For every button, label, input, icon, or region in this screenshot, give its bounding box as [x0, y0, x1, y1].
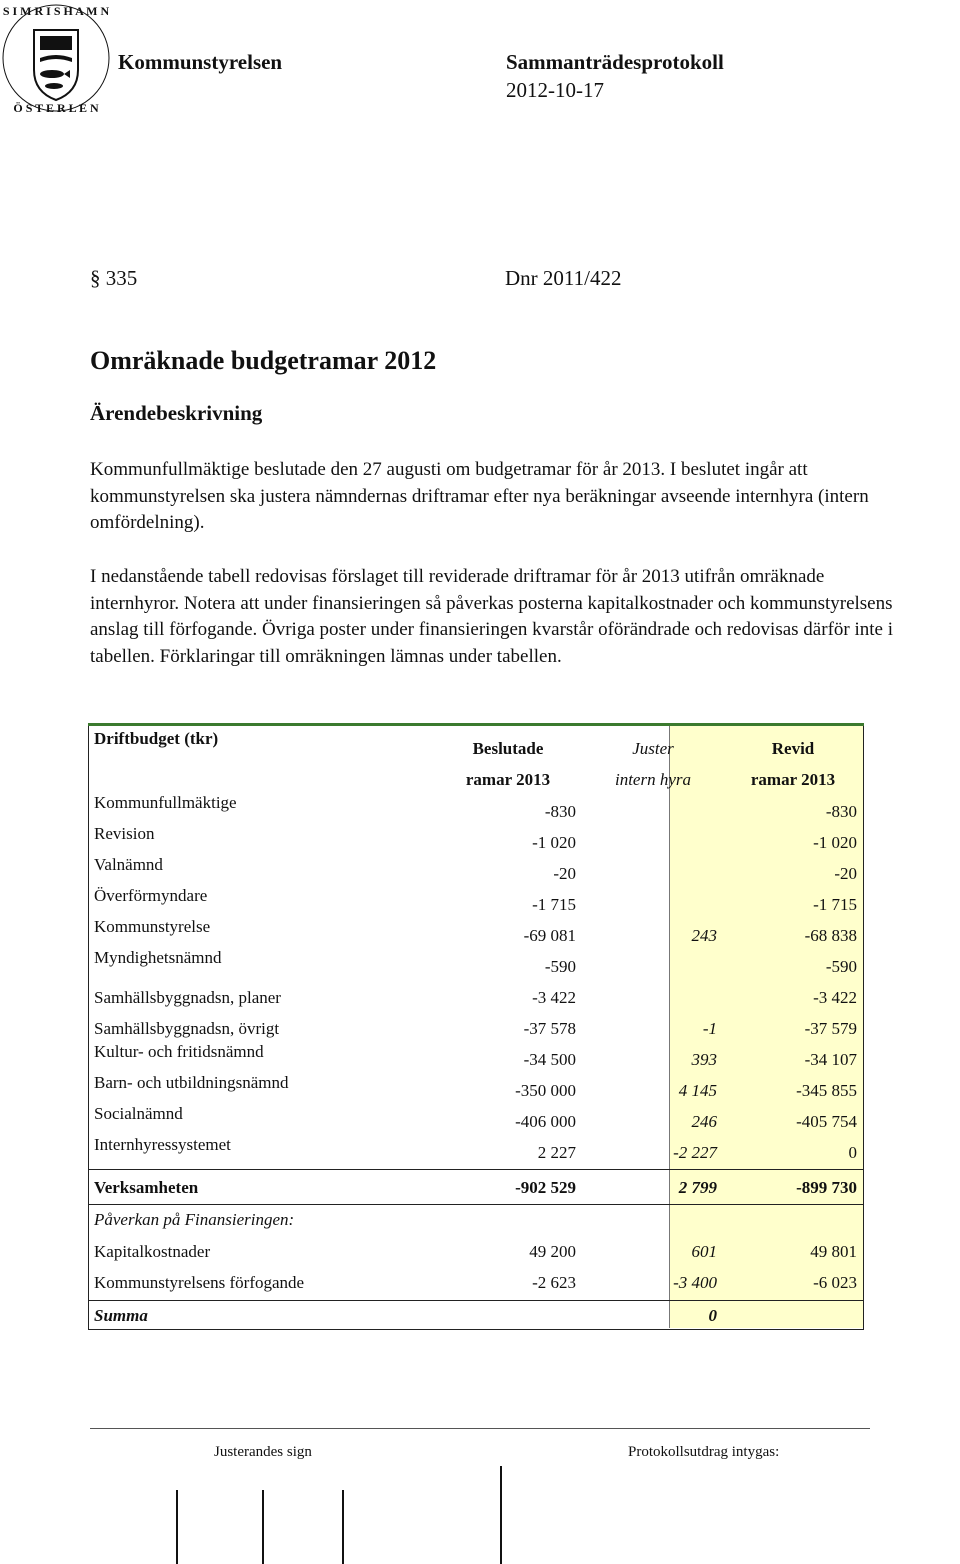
- signature-box-divider: [176, 1490, 178, 1564]
- financing-row-beslutade: -2 623: [532, 1273, 576, 1292]
- row-beslutade: -3 422: [532, 988, 576, 1007]
- sum-label: Summa: [94, 1306, 148, 1325]
- col-beslutade-header: Beslutade: [472, 739, 544, 758]
- footer-rule: [90, 1428, 870, 1429]
- row-label: Myndighetsnämnd: [94, 948, 222, 967]
- financing-row-beslutade: 49 200: [529, 1242, 576, 1261]
- row-label: Kommunstyrelse: [94, 917, 211, 936]
- row-juster: -2 227: [673, 1143, 717, 1162]
- svg-text:Ö S T E R L E N: Ö S T E R L E N: [13, 101, 99, 115]
- row-revid: -405 754: [796, 1112, 857, 1131]
- row-label: Överförmyndare: [94, 886, 208, 905]
- row-juster: 243: [691, 926, 717, 945]
- row-revid: -34 107: [804, 1050, 857, 1069]
- description-paragraph-2: I nedanstående tabell redovisas förslaget till reviderade driftramar för år 2013 utifrån omräknade internhyror. Notera att under finansieringen så påverkas posterna kapitalkostnader och kommunstyrelsens anslag till förfogande. Övriga poster under finansieringen kvarstår oförändrade och redovisas därför inte i tabellen. Förklaringar till omräkningen lämnas under tabellen.: [90, 566, 893, 667]
- row-beslutade: -20: [553, 864, 576, 883]
- row-revid: 0: [848, 1143, 857, 1162]
- col-revid-header: Revid: [771, 739, 815, 758]
- row-label: Kommunfullmäktige: [94, 793, 237, 812]
- paragraph-number: § 335: [90, 266, 138, 290]
- row-label: Samhällsbyggnadsn, planer: [94, 988, 281, 1007]
- financing-rule: [88, 1204, 864, 1205]
- row-juster: 393: [691, 1050, 717, 1069]
- row-revid: -345 855: [796, 1081, 857, 1100]
- signature-box-divider: [342, 1490, 344, 1564]
- page-title: Omräknade budgetramar 2012: [90, 346, 437, 375]
- col-revid-subheader: ramar 2013: [750, 770, 836, 789]
- row-juster: 4 145: [678, 1081, 717, 1100]
- sum-juster: 0: [708, 1306, 717, 1325]
- row-beslutade: -69 081: [523, 926, 576, 945]
- total-revid: -899 730: [796, 1178, 857, 1197]
- svg-text:S I M R I S H A M N: S I M R I S H A M N: [2, 4, 110, 18]
- financing-heading: Påverkan på Finansieringen:: [94, 1210, 295, 1229]
- row-beslutade: -590: [544, 957, 576, 976]
- signature-box-divider: [262, 1490, 264, 1564]
- total-juster: 2 799: [678, 1178, 717, 1197]
- total-rule: [88, 1169, 864, 1170]
- col-juster-header: Juster: [632, 739, 674, 758]
- row-label: Samhällsbyggnadsn, övrigt: [94, 1019, 280, 1038]
- sum-rule: [88, 1300, 864, 1301]
- total-label: Verksamheten: [94, 1178, 199, 1197]
- row-label: Socialnämnd: [94, 1104, 183, 1123]
- financing-row-juster: -3 400: [673, 1273, 717, 1292]
- section-heading: Ärendebeskrivning: [90, 401, 263, 425]
- col-juster-subheader: intern hyra: [614, 770, 692, 789]
- table-caption: Driftbudget (tkr): [94, 729, 219, 748]
- table-top-rule: [88, 723, 864, 726]
- diary-number: Dnr 2011/422: [505, 266, 622, 290]
- row-revid: -3 422: [813, 988, 857, 1007]
- row-beslutade: -1 715: [532, 895, 576, 914]
- row-revid: -1 020: [813, 833, 857, 852]
- row-beslutade: -37 578: [523, 1019, 576, 1038]
- row-label: Revision: [94, 824, 155, 843]
- row-revid: -590: [825, 957, 857, 976]
- financing-row-label: Kommunstyrelsens förfogande: [94, 1273, 305, 1292]
- row-beslutade: -830: [544, 802, 576, 821]
- financing-row-label: Kapitalkostnader: [94, 1242, 211, 1261]
- signature-box-divider: [500, 1466, 502, 1564]
- row-beslutade: 2 227: [537, 1143, 576, 1162]
- financing-row-revid: -6 023: [813, 1273, 857, 1292]
- row-revid: -37 579: [804, 1019, 857, 1038]
- row-beslutade: -350 000: [515, 1081, 576, 1100]
- simrishamn-logo: [0, 0, 112, 122]
- row-juster: -1: [702, 1019, 717, 1038]
- financing-row-juster: 601: [691, 1242, 717, 1261]
- row-label: Barn- och utbildningsnämnd: [94, 1073, 289, 1092]
- row-revid: -68 838: [804, 926, 857, 945]
- footer-justerandes-sign: Justerandes sign: [214, 1444, 312, 1460]
- header-doc-type: Sammanträdesprotokoll: [506, 50, 724, 74]
- row-juster: 246: [691, 1112, 717, 1131]
- row-label: Internhyressystemet: [94, 1135, 231, 1154]
- row-revid: -1 715: [813, 895, 857, 914]
- row-beslutade: -406 000: [515, 1112, 576, 1131]
- footer-protokollsutdrag: Protokollsutdrag intygas:: [628, 1444, 780, 1460]
- col-beslutade-subheader: ramar 2013: [465, 770, 551, 789]
- row-beslutade: -34 500: [523, 1050, 576, 1069]
- row-revid: -20: [834, 864, 857, 883]
- header-date: 2012-10-17: [506, 78, 604, 102]
- row-label: Valnämnd: [94, 855, 163, 874]
- row-revid: -830: [825, 802, 857, 821]
- description-paragraph-1: Kommunfullmäktige beslutade den 27 augusti om budgetramar för år 2013. I beslutet ingår att kommunstyrelsen ska justera nämndernas driftramar efter nya beräkningar avseende internhyra (intern omfördelning).: [90, 459, 869, 533]
- financing-row-revid: 49 801: [810, 1242, 857, 1261]
- row-beslutade: -1 020: [532, 833, 576, 852]
- header-org: Kommunstyrelsen: [118, 50, 283, 74]
- row-label: Kultur- och fritidsnämnd: [94, 1042, 264, 1061]
- total-beslutade: -902 529: [515, 1178, 576, 1197]
- budget-table: [88, 723, 864, 1330]
